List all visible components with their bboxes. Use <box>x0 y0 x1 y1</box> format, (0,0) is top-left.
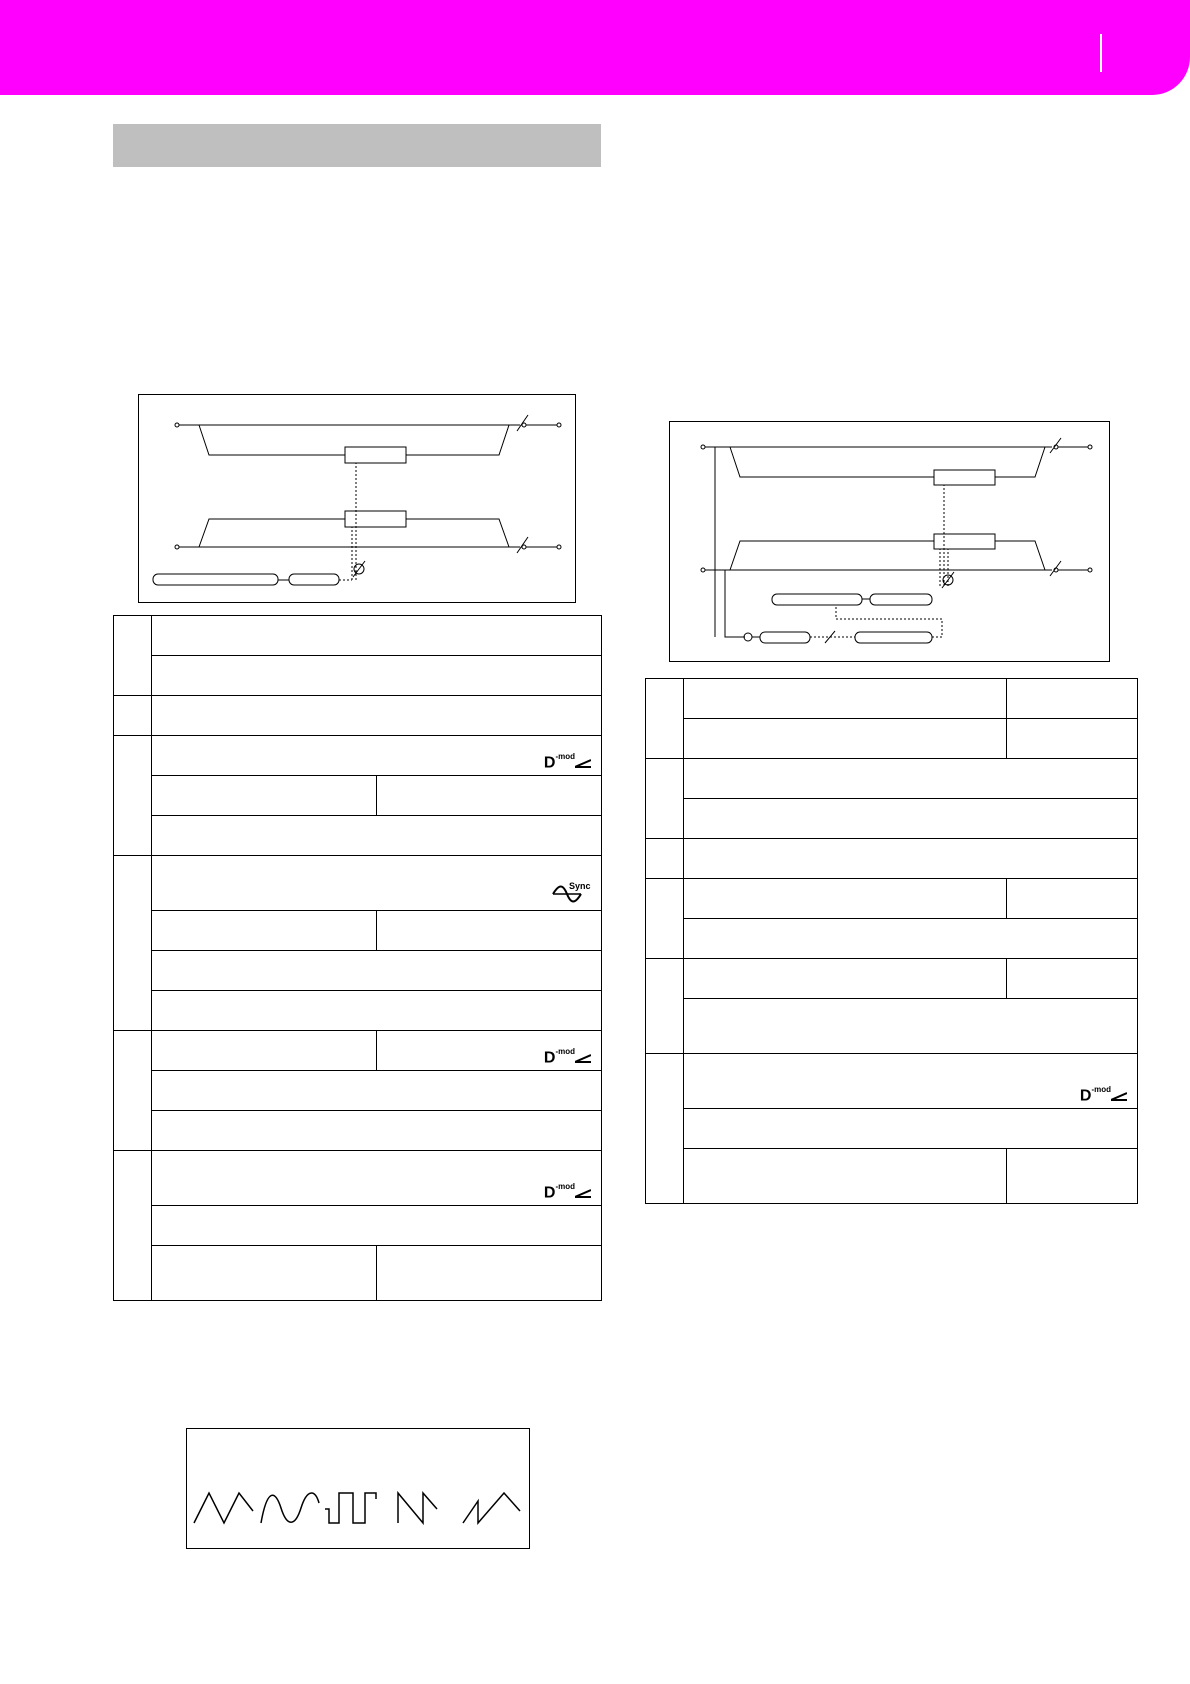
lfo-block <box>772 594 862 605</box>
header-divider <box>1100 34 1102 72</box>
dmod-icon: $D^{-mod}$ <box>544 755 591 771</box>
value-cell <box>1007 959 1138 999</box>
param-index-cell <box>114 696 152 736</box>
right-parameter-table <box>645 678 1138 1204</box>
param-index-cell <box>646 759 684 839</box>
param-cell <box>152 856 602 911</box>
param-cell <box>684 679 1007 719</box>
saw-down-wave-icon <box>398 1493 437 1523</box>
value-cell <box>1007 719 1138 759</box>
param-cell <box>152 991 602 1031</box>
param-index-cell <box>646 679 684 759</box>
value-cell <box>1007 1149 1138 1204</box>
param-index-cell <box>114 856 152 1031</box>
param-cell <box>684 999 1138 1054</box>
param-index-cell <box>646 879 684 959</box>
left-parameter-table <box>113 615 602 1301</box>
sine-wave-icon <box>261 1493 319 1523</box>
param-index-cell <box>646 1054 684 1204</box>
lfo-modulation-chain <box>352 463 356 580</box>
param-cell <box>152 616 602 656</box>
square-wave-icon <box>325 1493 376 1523</box>
value-cell <box>377 911 602 951</box>
lower-signal-path <box>175 511 561 553</box>
param-cell <box>684 839 1138 879</box>
param-index-cell <box>646 959 684 1054</box>
param-cell <box>152 1031 377 1071</box>
dmod-icon: $D^{-mod}$ <box>544 1050 591 1066</box>
value-cell <box>377 1031 602 1071</box>
param-cell <box>684 799 1138 839</box>
lfo-waveform-box <box>186 1428 530 1549</box>
triangle-wave-icon <box>194 1493 253 1523</box>
param-cell <box>152 1151 602 1206</box>
value-cell <box>1007 879 1138 919</box>
dmod-icon: $D^{-mod}$ <box>544 1185 591 1201</box>
svg-text:Sync: Sync <box>569 881 591 891</box>
param-cell <box>152 656 602 696</box>
section-title-band <box>113 124 601 167</box>
left-block-diagram <box>138 394 576 603</box>
dmod-icon: $D^{-mod}$ <box>1080 1088 1127 1104</box>
param-cell <box>684 959 1007 999</box>
lower-signal-path <box>701 534 1092 576</box>
param-cell <box>684 759 1138 799</box>
value-cell <box>1007 679 1138 719</box>
lfo-shape-block <box>870 594 932 605</box>
sync-icon <box>551 880 591 906</box>
param-cell <box>152 951 602 991</box>
param-cell <box>684 1109 1138 1149</box>
param-cell <box>152 1246 377 1301</box>
param-cell <box>684 1149 1007 1204</box>
param-index-cell <box>114 616 152 696</box>
param-index-cell <box>646 839 684 879</box>
upper-signal-path <box>175 415 561 463</box>
param-cell <box>152 1071 602 1111</box>
header-bar <box>0 0 1190 95</box>
envelope-follower-block <box>760 632 810 643</box>
lfo-shape-block <box>289 574 339 585</box>
value-cell <box>377 1246 602 1301</box>
lfo-block <box>153 574 278 585</box>
param-cell <box>152 776 377 816</box>
param-cell <box>152 696 602 736</box>
upper-signal-path <box>701 438 1092 485</box>
saw-up-wave-icon <box>463 1493 520 1523</box>
param-cell <box>684 1054 1138 1109</box>
param-index-cell <box>114 736 152 856</box>
control-block <box>855 632 932 643</box>
param-cell <box>684 879 1007 919</box>
param-cell <box>152 911 377 951</box>
param-cell <box>684 919 1138 959</box>
param-index-cell <box>114 1031 152 1151</box>
param-cell <box>152 1206 602 1246</box>
value-cell <box>377 776 602 816</box>
right-block-diagram <box>669 421 1110 662</box>
param-cell <box>152 816 602 856</box>
param-cell <box>684 719 1007 759</box>
param-cell <box>152 736 602 776</box>
param-cell <box>152 1111 602 1151</box>
param-index-cell <box>114 1151 152 1301</box>
